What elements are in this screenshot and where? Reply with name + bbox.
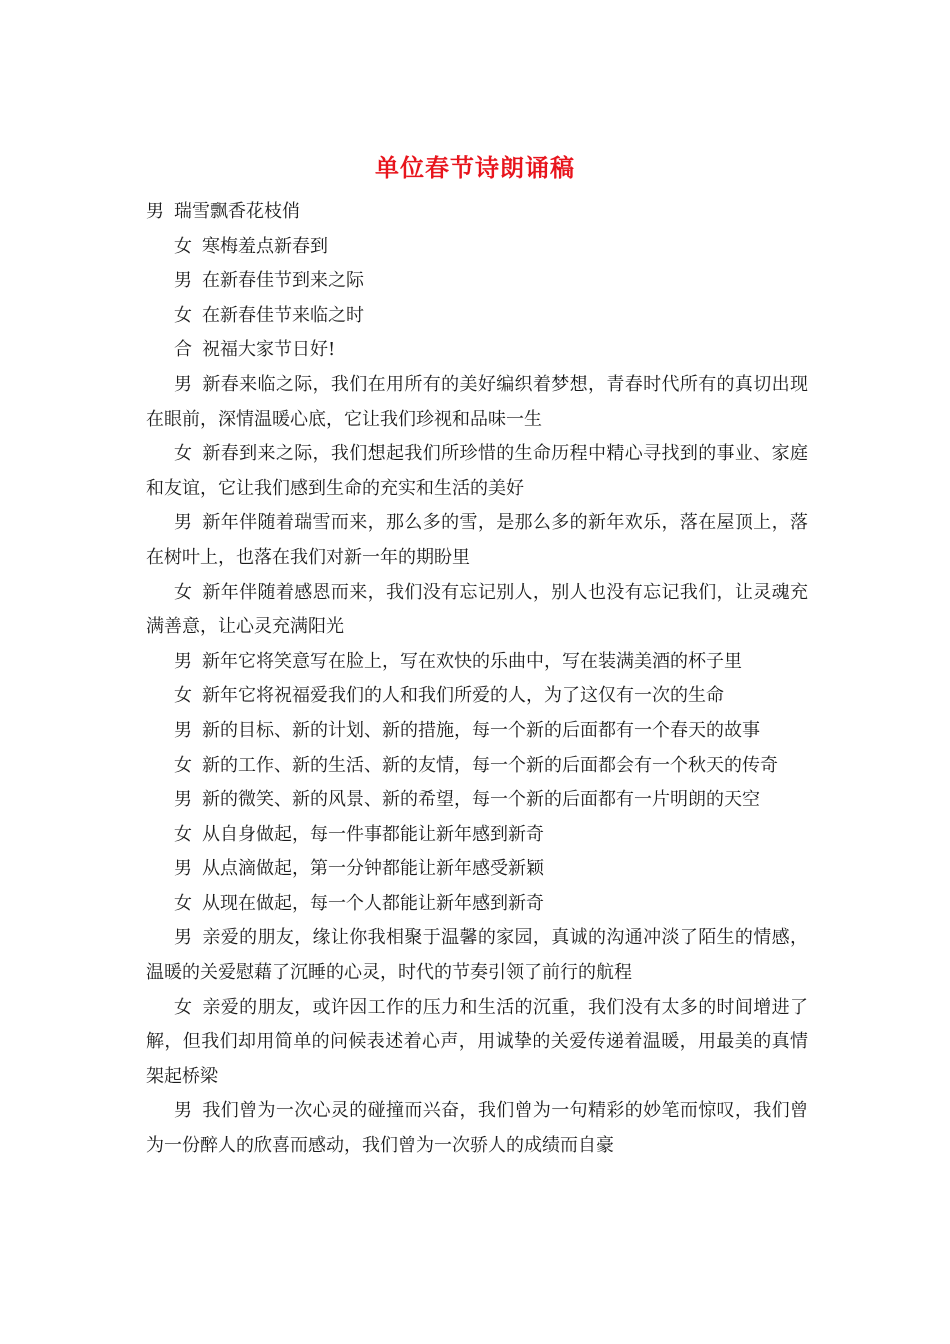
line-text: 新的目标、新的计划、新的措施，每一个新的后面都有一个春天的故事 (202, 719, 760, 741)
line-text: 从点滴做起，第一分钟都能让新年感受新颖 (202, 858, 544, 880)
line-text: 新春来临之际，我们在用所有的美好编织着梦想，青春时代所有的真切出现在眼前，深情温暖心底，它让我们珍视和品味一生 (146, 373, 809, 430)
line-text: 亲爱的朋友，缘让你我相聚于温馨的家园，真诚的沟通冲淡了陌生的情感，温暖的关爱慰藉了沉睡的心灵，时代的节奏引领了前行的航程 (146, 927, 809, 984)
speaker-label: 女 (174, 304, 192, 326)
script-line (146, 230, 808, 265)
script-line (146, 749, 808, 784)
script-line (146, 645, 808, 680)
script-line (146, 333, 808, 368)
script-line (146, 506, 808, 575)
speaker-label: 男 (174, 858, 192, 880)
line-text: 新年伴随着瑞雪而来，那么多的雪，是那么多的新年欢乐，落在屋顶上，落在树叶上，也落在我们对新一年的期盼里 (146, 512, 809, 568)
line-text: 新年它将祝福爱我们的人和我们所爱的人，为了这仅有一次的生命 (202, 685, 724, 707)
script-line (146, 921, 808, 990)
script-line (146, 783, 808, 818)
document-title: 单位春节诗朗诵稿 (375, 153, 575, 182)
speaker-label: 男 (174, 927, 193, 949)
line-text: 新年伴随着感恩而来，我们没有忘记别人，别人也没有忘记我们，让灵魂充满善意，让心灵充满阳光 (146, 581, 809, 638)
speaker-label: 男 (174, 719, 192, 741)
speaker-label: 男 (174, 512, 193, 534)
speaker-label: 合 (174, 339, 192, 361)
script-line (146, 679, 808, 714)
script-line (146, 991, 808, 1095)
script-line (146, 264, 808, 299)
line-text: 瑞雪飘香花枝俏 (174, 201, 300, 222)
script-line (146, 195, 808, 230)
speaker-label: 男 (174, 373, 193, 395)
script-line (146, 818, 808, 853)
line-text: 从现在做起，每一个人都能让新年感到新奇 (202, 892, 544, 914)
speaker-label: 男 (174, 270, 192, 292)
line-text: 新的微笑、新的风景、新的希望，每一个新的后面都有一片明朗的天空 (202, 789, 760, 811)
line-text: 祝福大家节日好! (202, 339, 336, 361)
speaker-label: 女 (174, 685, 192, 707)
speaker-label: 男 (146, 201, 164, 222)
speaker-label: 男 (174, 650, 192, 672)
line-text: 从自身做起，每一件事都能让新年感到新奇 (202, 823, 544, 845)
line-text: 寒梅羞点新春到 (202, 235, 328, 257)
line-text: 新年它将笑意写在脸上，写在欢快的乐曲中，写在装满美酒的杯子里 (202, 650, 742, 672)
line-text: 我们曾为一次心灵的碰撞而兴奋，我们曾为一句精彩的妙笔而惊叹，我们曾为一份醉人的欣喜而感动，我们曾为一次骄人的成绩而自豪 (146, 1100, 809, 1157)
script-line (146, 576, 808, 645)
line-text: 在新春佳节到来之际 (202, 270, 364, 292)
script-line (146, 368, 808, 437)
script-line (146, 1094, 808, 1163)
line-text: 亲爱的朋友，或许因工作的压力和生活的沉重，我们没有太多的时间增进了解，但我们却用简单的问候表述着心声，用诚挚的关爱传递着温暖，用最美的真情架起桥梁 (146, 996, 809, 1087)
speaker-label: 女 (174, 235, 192, 257)
speaker-label: 女 (174, 892, 192, 914)
document-body (146, 195, 808, 1164)
speaker-label: 女 (174, 581, 193, 603)
line-text: 新的工作、新的生活、新的友情，每一个新的后面都会有一个秋天的传奇 (202, 754, 778, 776)
speaker-label: 女 (174, 443, 193, 465)
speaker-label: 女 (174, 754, 192, 776)
speaker-label: 女 (174, 996, 193, 1018)
line-text: 在新春佳节来临之时 (202, 304, 364, 326)
script-line (146, 887, 808, 922)
speaker-label: 女 (174, 823, 192, 845)
speaker-label: 男 (174, 1100, 193, 1122)
script-line (146, 852, 808, 887)
script-line (146, 299, 808, 334)
speaker-label: 男 (174, 789, 192, 811)
script-line (146, 437, 808, 506)
line-text: 新春到来之际，我们想起我们所珍惜的生命历程中精心寻找到的事业、家庭和友谊，它让我们感到生命的充实和生活的美好 (146, 443, 809, 499)
script-line (146, 714, 808, 749)
